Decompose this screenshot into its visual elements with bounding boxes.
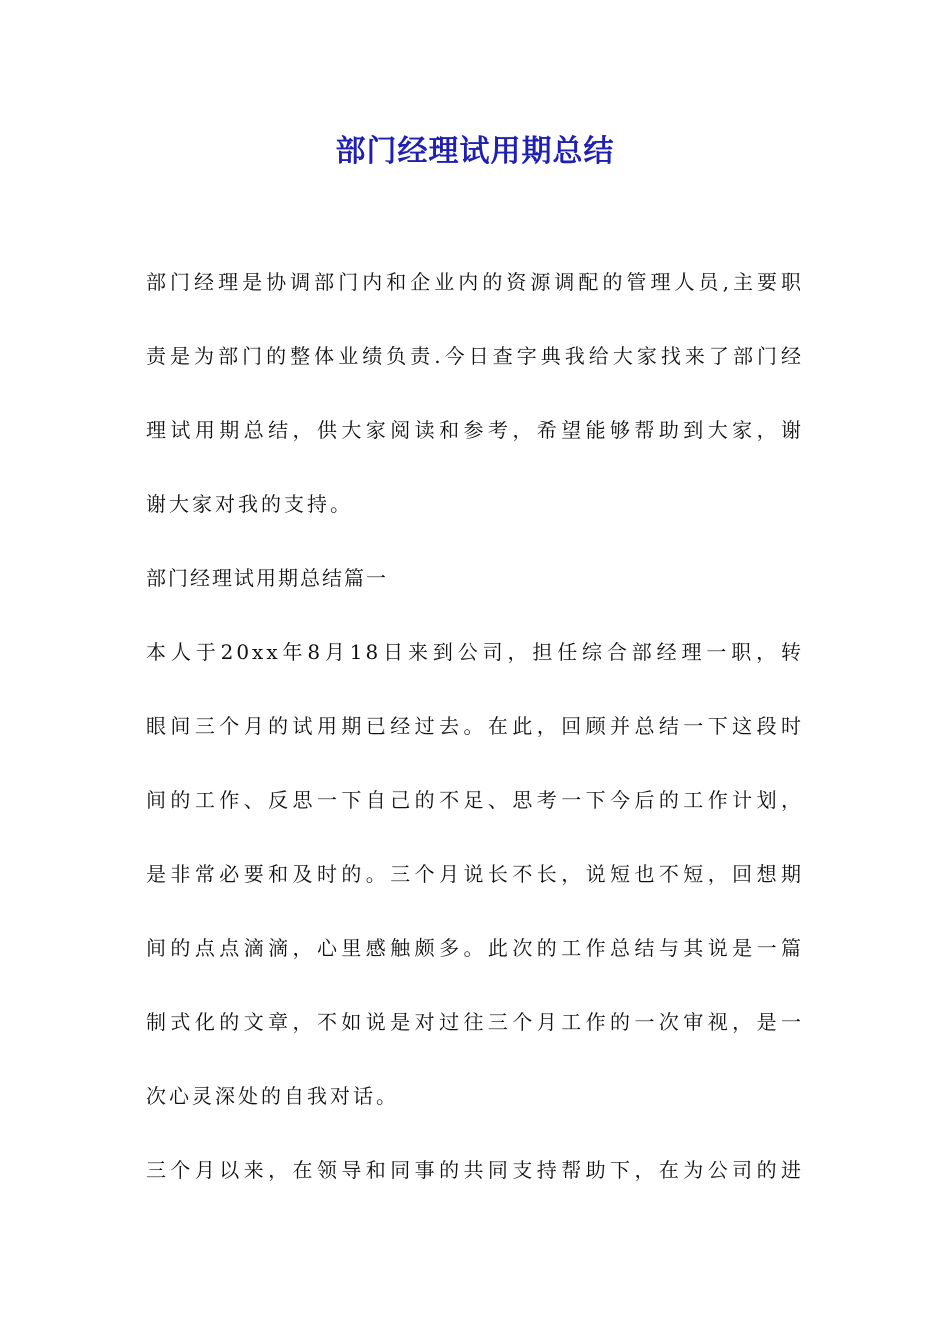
body-paragraph [146,615,804,1133]
text-line: 间的工作、反思一下自己的不足、思考一下今后的工作计划， [146,788,804,812]
text-line: 三个月以来，在领导和同事的共同支持帮助下，在为公司的进 [146,1158,804,1182]
text-line: 是非常必要和及时的。三个月说长不长，说短也不短，回想期 [146,862,804,886]
text-line: 制式化的文章，不如说是对过往三个月工作的一次审视，是一 [146,1010,804,1034]
text-line: 理试用期总结，供大家阅读和参考，希望能够帮助到大家，谢 [146,418,804,442]
text-line: 次心灵深处的自我对话。 [146,1084,399,1108]
text-line: 眼间三个月的试用期已经过去。在此，回顾并总结一下这段时 [146,714,804,738]
section-heading [146,541,804,615]
section-heading-text: 部门经理试用期总结篇一 [146,566,388,590]
body-paragraph [146,1133,804,1207]
document-body [146,245,804,1207]
intro-paragraph [146,245,804,541]
text-line: 部门经理是协调部门内和企业内的资源调配的管理人员,主要职 [146,270,804,294]
document-title: 部门经理试用期总结 [335,134,615,169]
text-line: 本人于20xx年8月18日来到公司，担任综合部经理一职，转 [146,640,804,664]
text-line: 间的点点滴滴，心里感触颇多。此次的工作总结与其说是一篇 [146,936,804,960]
text-line: 责是为部门的整体业绩负责.今日查字典我给大家找来了部门经 [146,344,804,368]
text-line: 谢大家对我的支持。 [146,492,353,516]
